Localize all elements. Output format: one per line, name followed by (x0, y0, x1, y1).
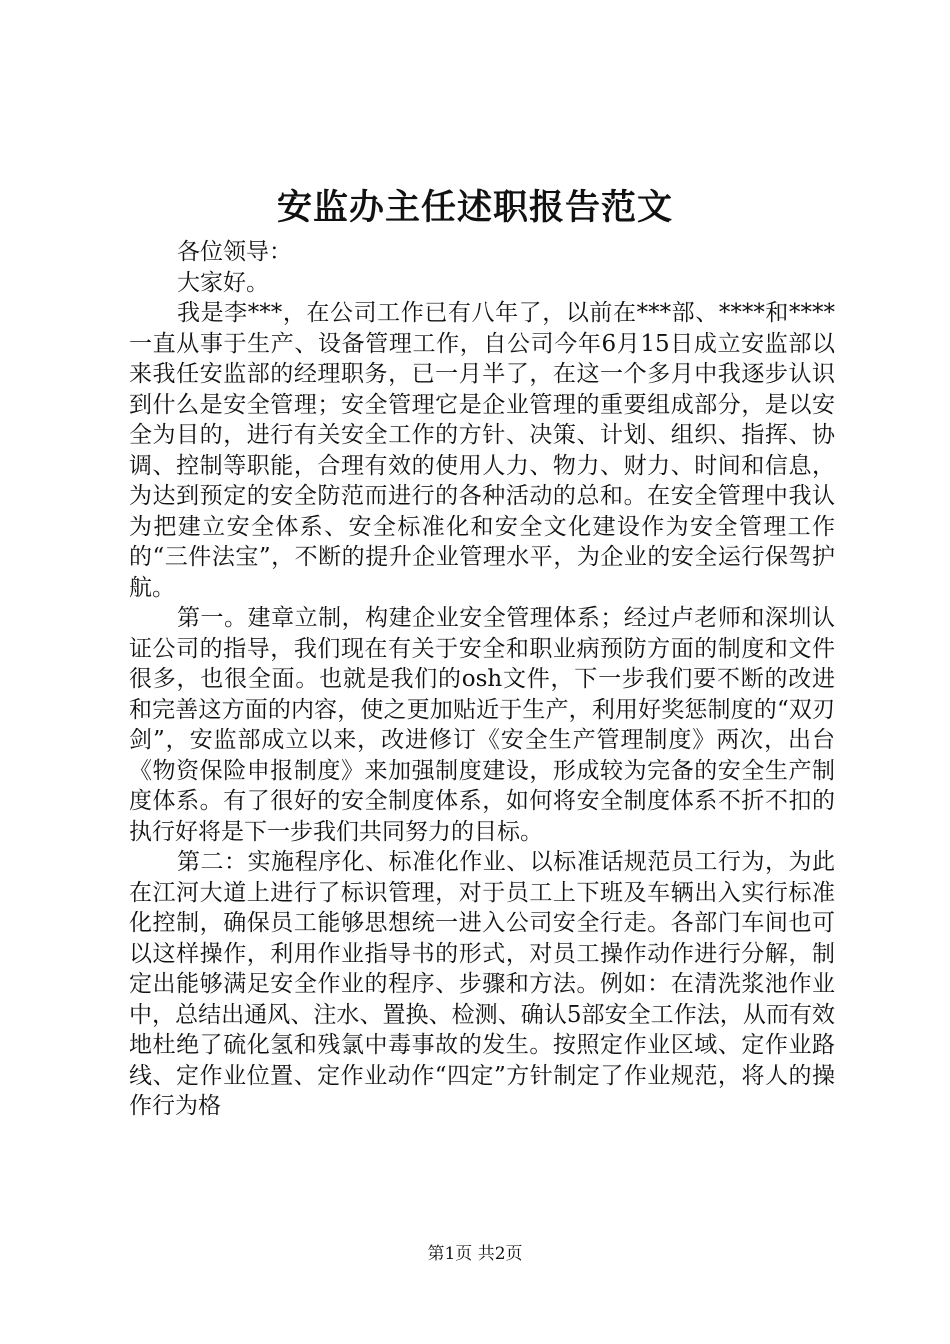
paragraph-first-point: 第一。建章立制，构建企业安全管理体系；经过卢老师和深圳认证公司的指导，我们现在有关于安全和职业病预防方面的制度和文件很多，也很全面。也就是我们的osh文件，下一步我们要不断的改进和完善这方面的内容，使之更加贴近于生产，利用好奖惩制度的“双刃剑”，安监部成立以来，改进修订《安全生产管理制度》两次，出台《物资保险申报制度》来加强制度建设，形成较为完备的安全生产制度体系。有了很好的安全制度体系，如何将安全制度体系不折不扣的执行好将是下一步我们共同努力的目标。 (129, 605, 835, 845)
page-footer: 第1页 共2页 (427, 1244, 523, 1264)
greeting: 大家好。 (177, 269, 269, 296)
paragraph-second-point: 第二：实施程序化、标准化作业、以标准话规范员工行为，为此在江河大道上进行了标识管理，对于员工上下班及车辆出入实行标准化控制，确保员工能够思想统一进入公司安全行走。各部门车间也可以这样操作，利用作业指导书的形式，对员工操作动作进行分解，制定出能够满足安全作业的程序、步骤和方法。例如：在清洗浆池作业中，总结出通风、注水、置换、检测、确认5部安全工作法，从而有效地杜绝了硫化氢和残氯中毒事故的发生。按照定作业区域、定作业路线、定作业位置、定作业动作“四定”方针制定了作业规范，将人的操作行为格 (129, 849, 835, 1119)
salutation: 各位领导： (177, 239, 292, 265)
paragraph-intro: 我是李***，在公司工作已有八年了，以前在***部、****和****一直从事于生产、设备管理工作，自公司今年6月15日成立安监部以来我任安监部的经理职务，已一月半了，在这一个多月中我逐步认识到什么是安全管理；安全管理它是企业管理的重要组成部分，是以安全为目的，进行有关安全工作的方针、决策、计划、组织、指挥、协调、控制等职能，合理有效的使用人力、物力、财力、时间和信息，为达到预定的安全防范而进行的各种活动的总和。在安全管理中我认为把建立安全体系、安全标准化和安全文化建设作为安全管理工作的“三件法宝”，不断的提升企业管理水平，为企业的安全运行保驾护航。 (129, 300, 835, 601)
document-title: 安监办主任述职报告范文 (276, 187, 673, 228)
document-body (129, 237, 835, 1122)
